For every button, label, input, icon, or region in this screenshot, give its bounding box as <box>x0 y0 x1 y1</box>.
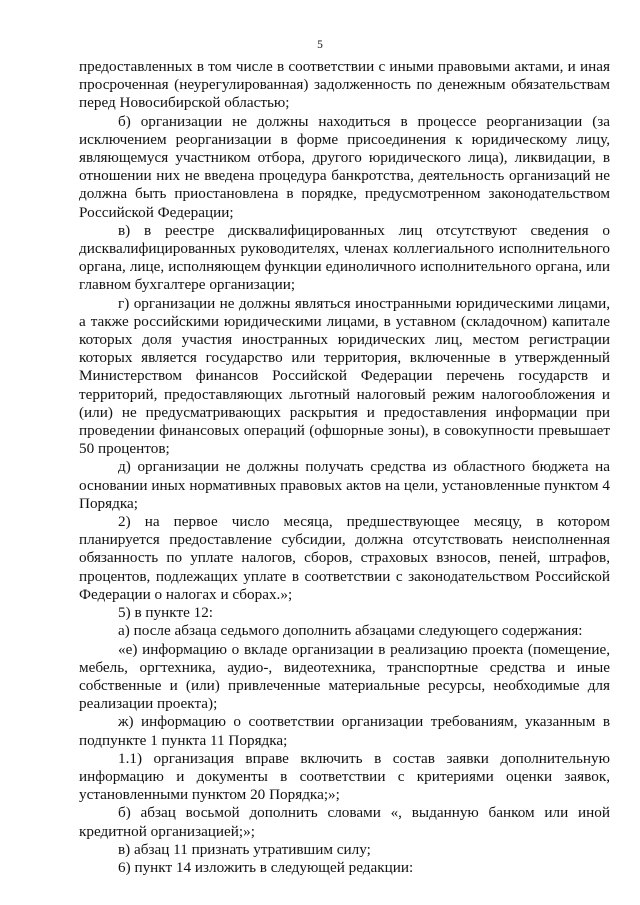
paragraph-item-g: г) организации не должны являться иностранными юридическими лицами, а также российскими юридическими лицами, в уставном (складочном) капитале которых доля участия иностранных юридических лиц, местом регистрации которых является государство или территория, включенные в утвержденный Министерством финансов Российской Федерации перечень государств и территорий, предоставляющих льготный налоговый режим налогообложения и (или) не предусматривающих раскрытия и предоставления информации при проведении финансовых операций (офшорные зоны), в совокупности превышает 50 процентов; <box>79 294 610 458</box>
paragraph-continuation: предоставленных в том числе в соответствии с иными правовыми актами, и иная просроченная (неурегулированная) задолженность по денежным обязательствам перед Новосибирской областью; <box>79 58 610 112</box>
paragraph-item-2: 2) на первое число месяца, предшествующее месяцу, в котором планируется предоставление субсидии, должна отсутствовать неисполненная обязанность по уплате налогов, сборов, страховых взносов, пеней, штрафов, процентов, подлежащих уплате в соответствии с законодательством Российской Федерации о налогах и сборах.»; <box>79 513 610 603</box>
paragraph-item-b: б) организации не должны находиться в процессе реорганизации (за исключением реорганизации в форме присоединения к юридическому лицу, являющемуся участником отбора, другого юридического лица), ликвидации, в отношении них не введена процедура банкротства, деятельность организаций не должна быть приостановлена в порядке, предусмотренном законодательством Российской Федерации; <box>79 112 610 221</box>
paragraph-item-5: 5) в пункте 12: <box>118 604 214 622</box>
paragraph-subitem-v: в) абзац 11 признать утратившим силу; <box>118 840 371 858</box>
paragraph-item-6: 6) пункт 14 изложить в следующей редакции: <box>118 858 414 876</box>
paragraph-quote-zh: ж) информацию о соответствии организации требованиям, указанным в подпункте 1 пункта 11 Порядка; <box>79 713 610 749</box>
document-body <box>79 58 610 877</box>
paragraph-quote-1-1: 1.1) организация вправе включить в состав заявки дополнительную информацию и документы в соответствии с критериями оценки заявок, установленными пунктом 20 Порядка;»; <box>79 749 610 804</box>
paragraph-item-d: д) организации не должны получать средства из областного бюджета на основании иных нормативных правовых актов на цели, установленные пунктом 4 Порядка; <box>79 458 610 512</box>
paragraph-item-v: в) в реестре дисквалифицированных лиц отсутствуют сведения о дисквалифицированных руководителях, членах коллегиального исполнительного органа, лице, исполняющем функции единоличного исполнительного органа, или главном бухгалтере организации; <box>79 221 610 294</box>
paragraph-quote-e: «е) информацию о вкладе организации в реализацию проекта (помещение, мебель, оргтехника, аудио-, видеотехника, транспортные средства и иные собственные и (или) привлеченные материальные ресурсы, необходимые для реализации проекта); <box>79 640 610 713</box>
paragraph-subitem-b: б) абзац восьмой дополнить словами «, выданную банком или иной кредитной организацией;»; <box>79 804 610 840</box>
page-number: 5 <box>317 39 323 51</box>
paragraph-subitem-a: а) после абзаца седьмого дополнить абзацами следующего содержания: <box>118 622 583 640</box>
